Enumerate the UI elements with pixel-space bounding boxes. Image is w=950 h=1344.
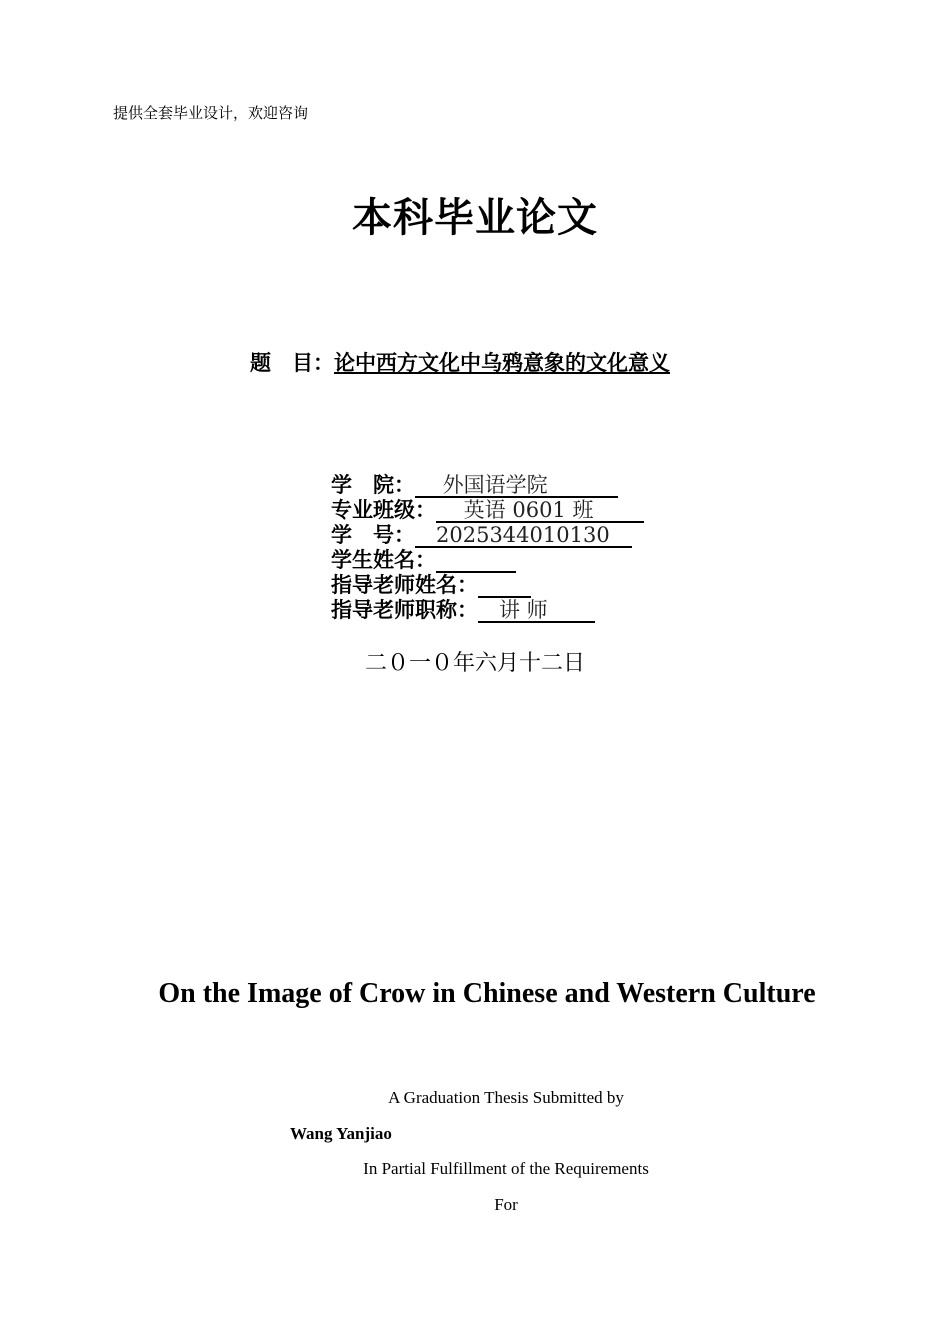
student-id-value: 2025344010130 (415, 523, 631, 547)
college-value: 外国语学院 (415, 475, 618, 498)
author-name: Wang Yanjiao (290, 1124, 392, 1143)
class-row (331, 497, 644, 522)
requirements-line: In Partial Fulfillment of the Requirements (363, 1159, 649, 1178)
topic-label: 题 目： (250, 350, 334, 375)
document-title: 本科毕业论文 (352, 194, 598, 241)
date: 二０一０年六月十二日 (364, 651, 585, 676)
student-id-row (331, 522, 644, 547)
student-id-label: 学 号： (331, 522, 415, 547)
advisor-name-label: 指导老师姓名： (331, 572, 478, 597)
advisor-title-label: 指导老师职称： (331, 597, 478, 622)
student-name-row (331, 547, 644, 572)
student-name-value (436, 550, 516, 573)
header-note: 提供全套毕业设计，欢迎咨询 (113, 104, 309, 122)
college-row (331, 472, 644, 497)
advisor-title-value: 讲 师 (478, 600, 595, 623)
advisor-name-row (331, 572, 644, 597)
for-line: For (494, 1195, 518, 1214)
submitted-by-line: A Graduation Thesis Submitted by (388, 1088, 624, 1107)
topic-value: 论中西方文化中乌鸦意象的文化意义 (334, 350, 670, 375)
student-info-block (331, 472, 644, 622)
college-label: 学 院： (331, 472, 415, 497)
class-label: 专业班级： (331, 497, 436, 522)
advisor-name-value (478, 575, 531, 598)
advisor-title-row (331, 597, 644, 622)
english-title: On the Image of Crow in Chinese and Western Culture (158, 978, 816, 1009)
class-value: 英语 0601 班 (436, 500, 644, 523)
thesis-topic (250, 347, 670, 377)
student-name-label: 学生姓名： (331, 547, 436, 572)
